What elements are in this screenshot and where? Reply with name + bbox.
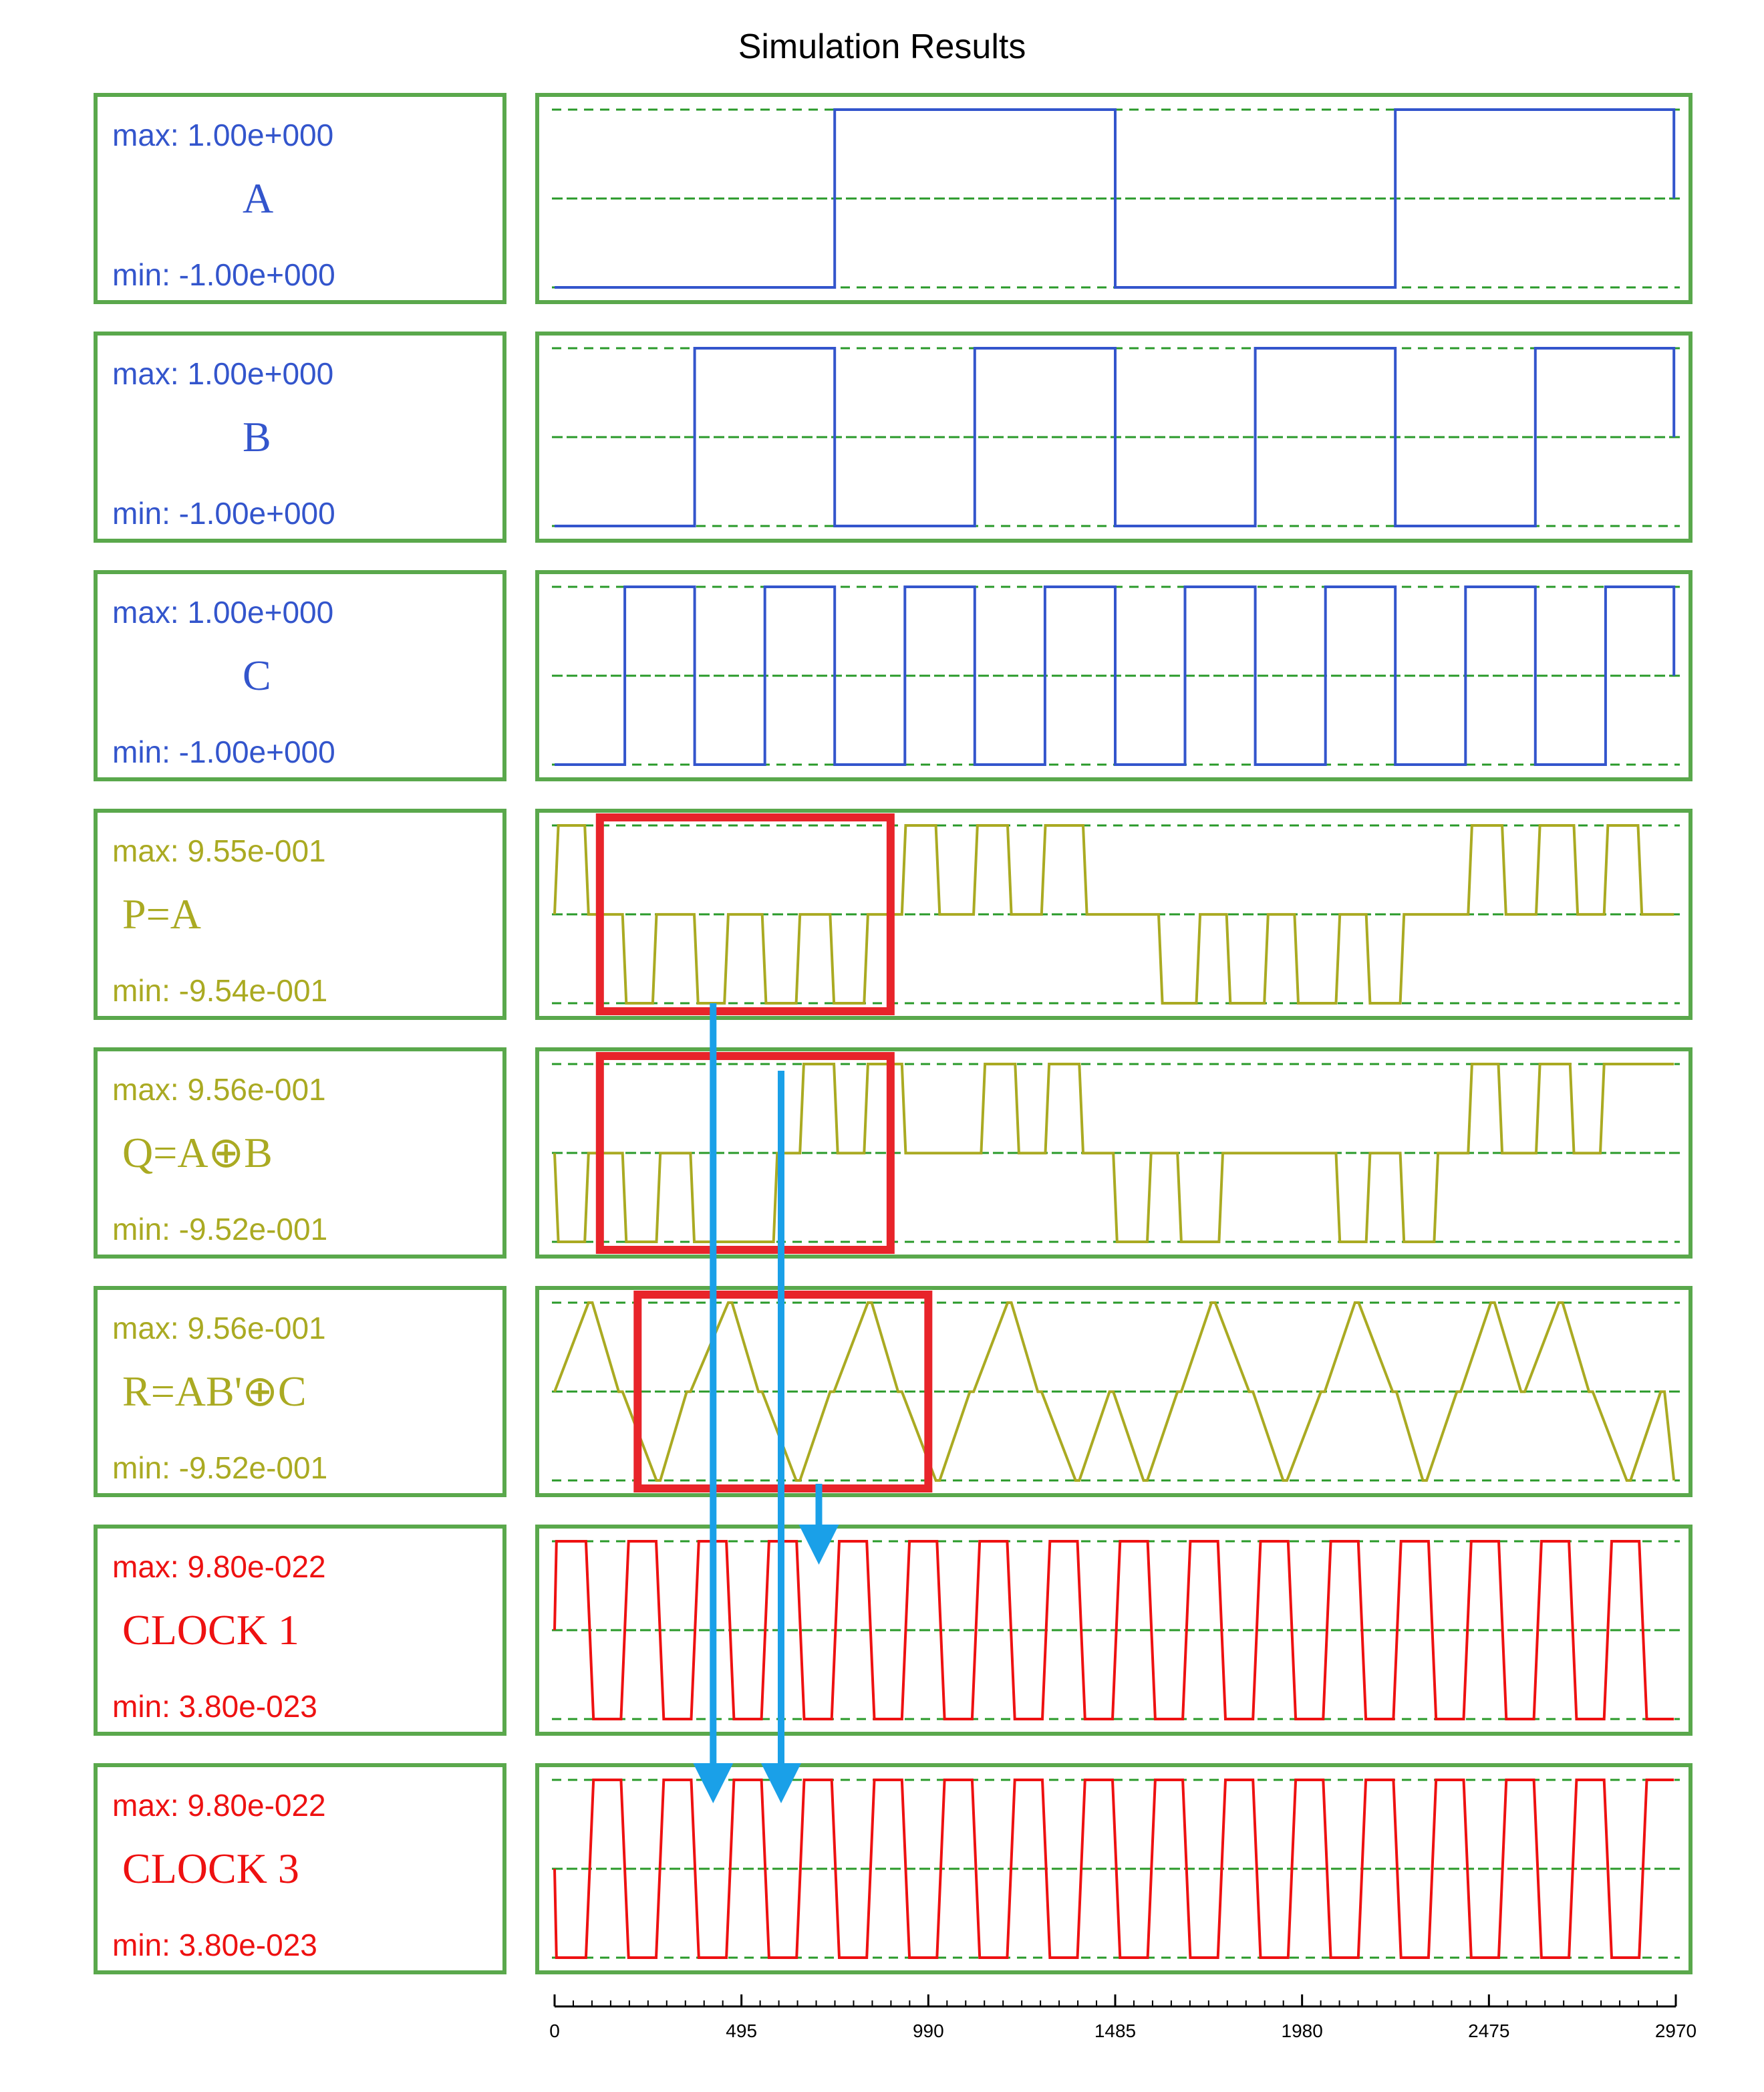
signal-row-5 [96, 1288, 1690, 1495]
signal-min-label: min: -9.52e-001 [112, 1212, 328, 1247]
axis-tick-label: 990 [912, 2020, 944, 2041]
signal-row-0 [96, 95, 1690, 302]
page-title: Simulation Results [738, 27, 1026, 66]
signal-name-label: CLOCK 1 [122, 1606, 299, 1654]
signal-max-label: max: 9.80e-022 [112, 1788, 326, 1823]
signal-name-label: R=AB'⊕C [122, 1367, 307, 1415]
signal-max-label: max: 9.56e-001 [112, 1311, 326, 1345]
signal-max-label: max: 9.55e-001 [112, 833, 326, 868]
axis-tick-label: 0 [549, 2020, 560, 2041]
signal-name-label: Q=A⊕B [122, 1129, 273, 1176]
axis-tick-label: 495 [726, 2020, 758, 2041]
signal-min-label: min: -1.00e+000 [112, 735, 335, 769]
signal-max-label: max: 1.00e+000 [112, 595, 334, 630]
axis-tick-label: 1980 [1281, 2020, 1323, 2041]
signal-max-label: max: 1.00e+000 [112, 118, 334, 152]
signal-name-label: B [243, 413, 271, 461]
signal-min-label: min: 3.80e-023 [112, 1689, 317, 1724]
signal-row-1 [96, 334, 1690, 541]
signal-min-label: min: -1.00e+000 [112, 496, 335, 531]
signal-max-label: max: 9.56e-001 [112, 1072, 326, 1107]
signal-row-6 [96, 1527, 1690, 1734]
signal-row-2 [96, 572, 1690, 779]
signal-row-7 [96, 1765, 1690, 1972]
axis-tick-label: 2970 [1654, 2020, 1697, 2041]
signal-name-label: CLOCK 3 [122, 1845, 299, 1892]
signal-min-label: min: -9.52e-001 [112, 1450, 328, 1485]
signal-panels [96, 95, 1690, 1972]
signal-min-label: min: -9.54e-001 [112, 973, 328, 1008]
signal-min-label: min: -1.00e+000 [112, 257, 335, 292]
time-axis [549, 1994, 1697, 2041]
signal-max-label: max: 9.80e-022 [112, 1549, 326, 1584]
signal-min-label: min: 3.80e-023 [112, 1928, 317, 1962]
axis-tick-label: 1485 [1094, 2020, 1137, 2041]
signal-max-label: max: 1.00e+000 [112, 356, 334, 391]
signal-name-label: C [243, 652, 271, 699]
signal-name-label: P=A [122, 890, 201, 938]
signal-name-label: A [243, 174, 274, 222]
axis-tick-label: 2475 [1468, 2020, 1510, 2041]
